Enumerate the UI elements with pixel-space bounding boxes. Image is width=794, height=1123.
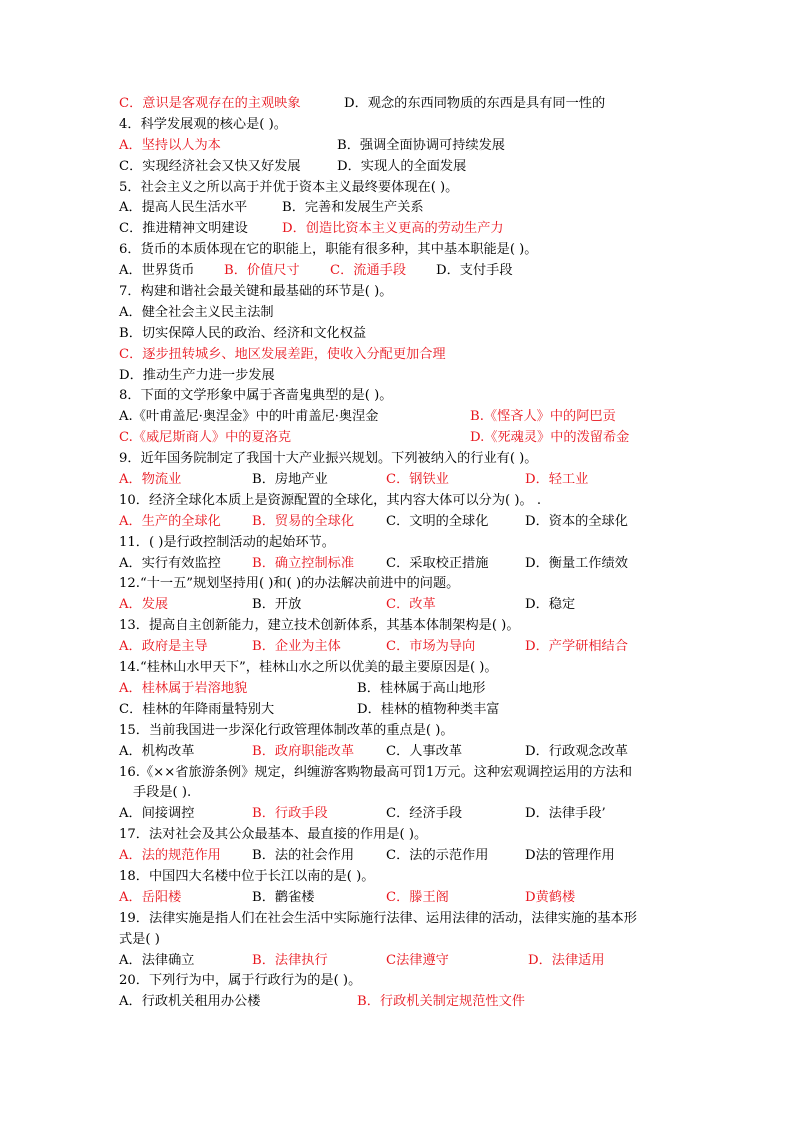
text-line bbox=[0, 303, 794, 324]
answer-option: C．钢铁业 bbox=[386, 472, 449, 488]
text-line bbox=[0, 178, 794, 199]
answer-option: C．改革 bbox=[386, 597, 436, 613]
text-line bbox=[0, 512, 794, 533]
text-segment: C．桂林的年降雨量特别大 bbox=[119, 701, 275, 717]
text-segment: 4．科学发展观的核心是( )。 bbox=[119, 116, 287, 132]
text-line bbox=[0, 742, 794, 763]
answer-option: D.《死魂灵》中的泼留希金 bbox=[470, 430, 630, 446]
text-line bbox=[0, 616, 794, 637]
answer-option: B．法律执行 bbox=[252, 952, 328, 968]
answer-option: C．意识是客观存在的主观映象 bbox=[119, 96, 301, 111]
text-line bbox=[0, 386, 794, 407]
text-line bbox=[0, 679, 794, 700]
text-segment: B．完善和发展生产关系 bbox=[282, 200, 424, 216]
answer-option: A．坚持以人为本 bbox=[119, 137, 221, 153]
text-segment: 13．提高自主创新能力，建立技术创新体系，其基本体制架构是( )。 bbox=[119, 618, 520, 634]
text-segment: 式是( ) bbox=[119, 931, 160, 947]
text-line bbox=[0, 700, 794, 721]
text-segment: C．经济手段 bbox=[386, 806, 463, 822]
text-segment: 7．构建和谐社会最关键和最基础的环节是( )。 bbox=[119, 284, 393, 300]
text-segment: D．桂林的植物种类丰富 bbox=[357, 701, 500, 717]
text-segment: D．观念的东西同物质的东西是具有同一性的 bbox=[344, 96, 606, 111]
text-segment: D．支付手段 bbox=[436, 263, 513, 279]
text-line bbox=[0, 366, 794, 387]
answer-option: B．确立控制标准 bbox=[252, 555, 355, 571]
text-line bbox=[0, 345, 794, 366]
answer-option: C．逐步扭转城乡、地区发展差距，使收入分配更加合理 bbox=[119, 346, 446, 362]
text-line bbox=[0, 136, 794, 157]
text-line bbox=[0, 574, 794, 595]
text-segment: D．行政观念改革 bbox=[525, 743, 628, 759]
text-segment: B．鹳雀楼 bbox=[252, 889, 315, 905]
text-segment: B．房地产业 bbox=[252, 472, 328, 488]
text-line bbox=[0, 282, 794, 303]
text-line bbox=[0, 533, 794, 554]
text-segment: 17．法对社会及其公众最基本、最直接的作用是( )。 bbox=[119, 827, 428, 843]
text-line bbox=[0, 94, 794, 115]
text-segment: C．采取校正措施 bbox=[386, 555, 489, 571]
answer-option: A．岳阳楼 bbox=[119, 889, 182, 905]
text-segment: B．法的社会作用 bbox=[252, 848, 355, 864]
answer-option: A．生产的全球化 bbox=[119, 513, 221, 529]
text-line bbox=[0, 240, 794, 261]
answer-option: A．政府是主导 bbox=[119, 639, 208, 655]
text-segment: B．强调全面协调可持续发展 bbox=[337, 137, 505, 153]
text-line bbox=[0, 846, 794, 867]
text-line bbox=[0, 219, 794, 240]
answer-option: D．法律适用 bbox=[528, 952, 605, 968]
text-segment: 10．经济全球化本质上是资源配置的全球化，其内容大体可以分为( )。 . bbox=[119, 492, 542, 508]
answer-option: C．市场为导向 bbox=[386, 639, 476, 655]
answer-option: D．产学研相结合 bbox=[525, 639, 628, 655]
text-segment: 6．货币的本质体现在它的职能上，职能有很多种，其中基本职能是( )。 bbox=[119, 242, 538, 258]
text-segment: A．机构改革 bbox=[119, 743, 195, 759]
answer-option: C.《威尼斯商人》中的夏洛克 bbox=[119, 430, 292, 446]
answer-option: C．流通手段 bbox=[330, 263, 407, 279]
answer-option: D黄鹤楼 bbox=[525, 889, 576, 905]
text-segment: D．衡量工作绩效 bbox=[525, 555, 628, 571]
text-segment: 12.“十一五”规划坚持用( )和( )的办法解决前进中的问题。 bbox=[119, 576, 460, 592]
text-segment: 5．社会主义之所以高于并优于资本主义最终要体现在( )。 bbox=[119, 179, 459, 195]
answer-option: B．价值尺寸 bbox=[224, 263, 300, 279]
text-segment: A．世界货币 bbox=[119, 263, 195, 279]
answer-option: B．企业为主体 bbox=[252, 639, 341, 655]
text-line bbox=[0, 491, 794, 512]
answer-option: C法律遵守 bbox=[386, 952, 449, 968]
text-segment: C．实现经济社会又快又好发展 bbox=[119, 158, 301, 174]
text-segment: A．实行有效监控 bbox=[119, 555, 221, 571]
answer-option: D．轻工业 bbox=[525, 472, 589, 488]
text-segment: 15．当前我国进一步深化行政管理体制改革的重点是( )。 bbox=[119, 722, 454, 738]
text-segment: A．行政机关租用办公楼 bbox=[119, 994, 261, 1010]
answer-option: D．创造比资本主义更高的劳动生产力 bbox=[282, 221, 504, 237]
text-segment: B．桂林属于高山地形 bbox=[357, 680, 486, 696]
text-line bbox=[0, 721, 794, 742]
text-segment: A．健全社会主义民主法制 bbox=[119, 304, 274, 320]
answer-option: B．行政机关制定规范性文件 bbox=[357, 994, 525, 1010]
text-line bbox=[0, 804, 794, 825]
answer-option: B．行政手段 bbox=[252, 806, 328, 822]
text-line bbox=[0, 637, 794, 658]
text-segment: A．法律确立 bbox=[119, 952, 195, 968]
text-line bbox=[0, 115, 794, 136]
text-segment: 20．下列行为中，属于行政行为的是( )。 bbox=[119, 973, 362, 989]
text-line bbox=[0, 951, 794, 972]
answer-option: C．滕王阁 bbox=[386, 889, 449, 905]
answer-option: B．政府职能改革 bbox=[252, 743, 355, 759]
text-line bbox=[0, 595, 794, 616]
text-line bbox=[0, 825, 794, 846]
text-line bbox=[0, 930, 794, 951]
text-line bbox=[0, 554, 794, 575]
text-segment: A.《叶甫盖尼·奥涅金》中的叶甫盖尼·奥涅金 bbox=[119, 409, 379, 425]
text-segment: 11．( )是行政控制活动的起始环节。 bbox=[119, 534, 335, 550]
text-line bbox=[0, 909, 794, 930]
text-line bbox=[0, 783, 794, 804]
text-line bbox=[0, 261, 794, 282]
text-line bbox=[0, 971, 794, 992]
text-segment: C．文明的全球化 bbox=[386, 513, 489, 529]
text-segment: D．法律手段’ bbox=[525, 806, 606, 822]
text-line bbox=[0, 449, 794, 470]
text-line bbox=[0, 867, 794, 888]
text-segment: 16.《××省旅游条例》规定，纠缠游客购物最高可罚1万元。这种宏观调控运用的方法和 bbox=[119, 764, 633, 780]
answer-option: A．发展 bbox=[119, 597, 169, 613]
text-segment: 9．近年国务院制定了我国十大产业振兴规划。下列被纳入的行业有( )。 bbox=[119, 451, 538, 467]
text-line bbox=[0, 198, 794, 219]
text-line bbox=[0, 470, 794, 491]
text-line bbox=[0, 763, 794, 784]
text-segment: D．稳定 bbox=[525, 597, 576, 613]
text-segment: 19．法律实施是指人们在社会生活中实际施行法律、运用法律的活动，法律实施的基本形 bbox=[119, 910, 637, 926]
text-line bbox=[0, 324, 794, 345]
answer-option: A．法的规范作用 bbox=[119, 848, 221, 864]
document-page bbox=[0, 94, 794, 1013]
text-segment: C．法的示范作用 bbox=[386, 848, 489, 864]
text-segment: 18．中国四大名楼中位于长江以南的是( )。 bbox=[119, 868, 375, 884]
text-segment: B．开放 bbox=[252, 597, 302, 613]
text-segment: D．资本的全球化 bbox=[525, 513, 628, 529]
answer-option: B．贸易的全球化 bbox=[252, 513, 355, 529]
text-line bbox=[0, 157, 794, 178]
answer-option: B.《悭吝人》中的阿巴贡 bbox=[470, 409, 616, 425]
answer-option: A．物流业 bbox=[119, 472, 182, 488]
text-segment: D．实现人的全面发展 bbox=[337, 158, 467, 174]
text-segment: 8．下面的文学形象中属于吝啬鬼典型的是( )。 bbox=[119, 388, 393, 404]
text-segment: C．推进精神文明建设 bbox=[119, 221, 248, 237]
text-segment: D法的管理作用 bbox=[525, 848, 615, 864]
text-line bbox=[0, 992, 794, 1013]
text-line bbox=[0, 428, 794, 449]
text-segment: A．提高人民生活水平 bbox=[119, 200, 248, 216]
text-line bbox=[0, 407, 794, 428]
text-segment: A．间接调控 bbox=[119, 806, 195, 822]
text-line bbox=[0, 888, 794, 909]
text-segment: D．推动生产力进一步发展 bbox=[119, 367, 275, 383]
text-segment: 手段是( ). bbox=[133, 785, 192, 801]
text-line bbox=[0, 658, 794, 679]
answer-option: A．桂林属于岩溶地貌 bbox=[119, 680, 248, 696]
text-segment: C．人事改革 bbox=[386, 743, 463, 759]
text-segment: 14.“桂林山水甲天下”，桂林山水之所以优美的最主要原因是( )。 bbox=[119, 660, 498, 676]
text-segment: B．切实保障人民的政治、经济和文化权益 bbox=[119, 325, 367, 341]
